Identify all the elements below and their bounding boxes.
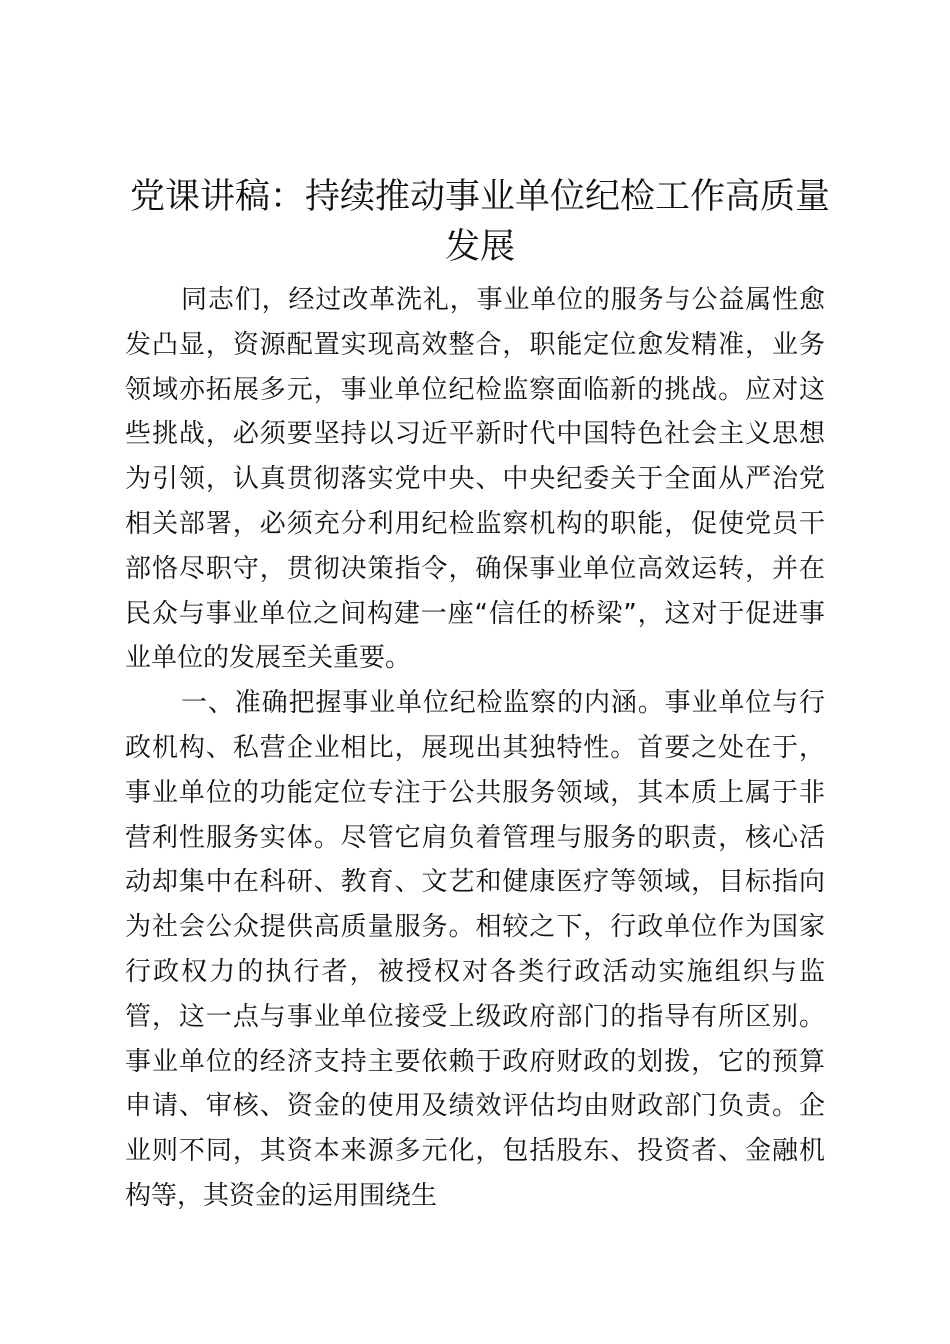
document-body [125,278,825,1219]
document-title: 党课讲稿：持续推动事业单位纪检工作高质量发展 [129,177,830,267]
paragraph-section-one: 一、准确把握事业单位纪检监察的内涵。事业单位与行政机构、私营企业相比，展现出其独特性。首要之处在于，事业单位的功能定位专注于公共服务领域，其本质上属于非营利性服务实体。尽管它肩负着管理与服务的职责，核心活动却集中在科研、教育、文艺和健康医疗等领域，目标指向为社会公众提供高质量服务。相较之下，行政单位作为国家行政权力的执行者，被授权对各类行政活动实施组织与监管，这一点与事业单位接受上级政府部门的指导有所区别。事业单位的经济支持主要依赖于政府财政的划拨，它的预算申请、审核、资金的使用及绩效评估均由财政部门负责。企业则不同，其资本来源多元化，包括股东、投资者、金融机构等，其资金的运用围绕生 [125,688,825,1211]
paragraph-intro: 同志们，经过改革洗礼，事业单位的服务与公益属性愈发凸显，资源配置实现高效整合，职能定位愈发精准，业务领域亦拓展多元，事业单位纪检监察面临新的挑战。应对这些挑战，必须要坚持以习近平新时代中国特色社会主义思想为引领，认真贯彻落实党中央、中央纪委关于全面从严治党相关部署，必须充分利用纪检监察机构的职能，促使党员干部恪尽职守，贯彻决策指令，确保事业单位高效运转，并在民众与事业单位之间构建一座“信任的桥梁”，这对于促进事业单位的发展至关重要。 [125,285,825,674]
